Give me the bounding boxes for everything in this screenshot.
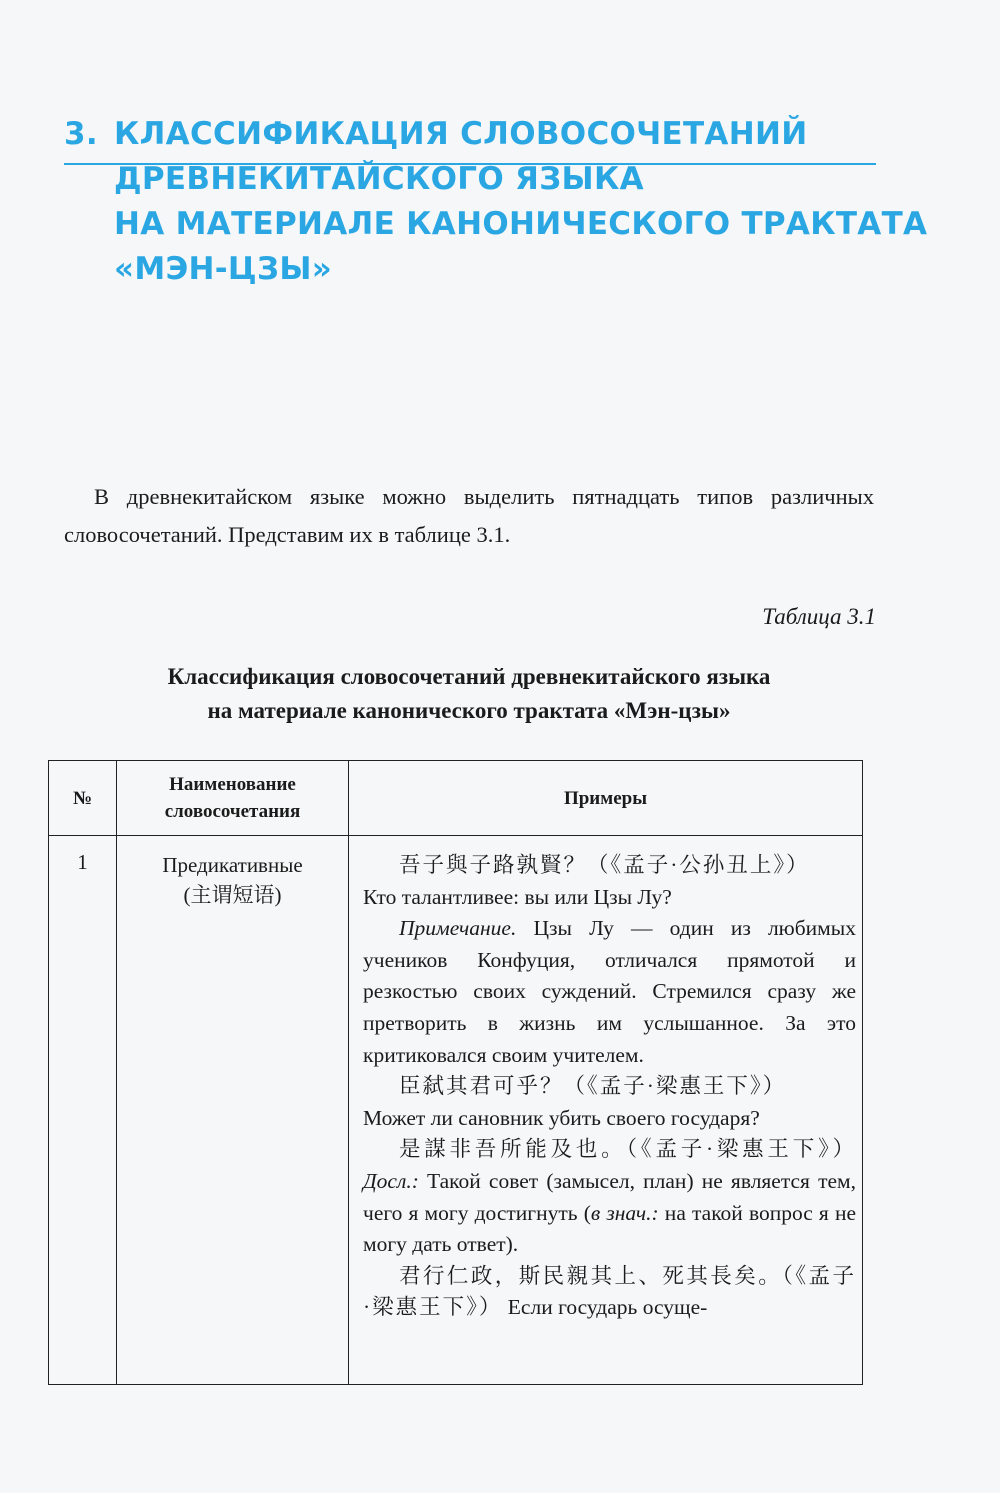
chapter-title-line: НА МАТЕРИАЛЕ КАНОНИЧЕСКОГО ТРАКТАТА xyxy=(114,206,928,242)
example-3 xyxy=(363,1134,856,1260)
row-name-ru: Предикативные xyxy=(162,853,303,877)
chapter-heading xyxy=(64,112,928,292)
chapter-number: 3. xyxy=(64,116,98,152)
example-note xyxy=(363,913,856,1071)
heading-underline xyxy=(64,163,876,165)
example-zh-text: 君行仁政，斯民親其上、死其長矣。（《孟子·梁惠王下》） xyxy=(363,1263,856,1320)
row-number: 1 xyxy=(49,836,117,1385)
header-name-line: Наименование xyxy=(169,774,296,795)
header-name xyxy=(117,761,349,836)
table-title-line: Классификация словосочетаний древнекитайского языка xyxy=(167,664,771,689)
literal-text: Такой совет (замысел, план) не является тем, чего я могу достигнуть ( xyxy=(363,1168,856,1225)
table-title-line: на материале канонического трактата «Мэн-цзы» xyxy=(207,698,731,723)
chapter-title-line: КЛАССИФИКАЦИЯ СЛОВОСОЧЕТАНИЙ xyxy=(114,116,808,152)
example-1-ru: Кто талантливее: вы или Цзы Лу? xyxy=(363,884,672,909)
table-label: Таблица 3.1 xyxy=(762,604,876,629)
row-name-zh: (主谓短语) xyxy=(183,883,282,907)
intro-text: В древнекитайском языке можно выделить пятнадцать типов различных словосочетаний. Представим их в таблице 3.1. xyxy=(64,484,874,547)
example-zh-text: 臣弑其君可乎？（《孟子·梁惠王下》） xyxy=(399,1074,787,1099)
meaning-label: в знач.: xyxy=(590,1200,659,1225)
intro-paragraph xyxy=(64,478,874,554)
table-title xyxy=(64,660,874,728)
row-name xyxy=(117,836,349,1385)
note-text: Цзы Лу — один из любимых учеников Конфуция, отличался прямотой и резкостью своих суждений. Стремился сразу же претворить в жизнь им услышанное. За это критиковался своим учителем. xyxy=(363,916,856,1067)
chapter-title-line: «МЭН-ЦЗЫ» xyxy=(114,251,333,287)
row-examples xyxy=(349,836,863,1385)
classification-table xyxy=(48,760,863,1385)
header-number: № xyxy=(49,761,117,836)
example-2-zh xyxy=(363,1071,856,1103)
example-4 xyxy=(363,1261,856,1324)
table-header-row xyxy=(49,761,863,836)
example-2-ru: Может ли сановник убить своего государя? xyxy=(363,1105,760,1130)
example-4-ru: Если государь осуще- xyxy=(502,1295,708,1320)
header-name-line: словосочетания xyxy=(164,801,301,822)
example-zh-text: 是謀非吾所能及也。（《孟子·梁惠王下》） xyxy=(399,1137,856,1162)
note-label: Примечание. xyxy=(399,916,517,941)
meaning-text: на такой вопрос я не могу дать ответ). xyxy=(363,1200,857,1257)
example-zh-text: 吾子與子路孰賢？（《孟子·公孙丑上》） xyxy=(399,853,810,877)
table-row xyxy=(49,836,863,1385)
chapter-heading-line-1 xyxy=(64,112,884,157)
example-1-zh xyxy=(363,850,856,882)
chapter-title-line: ДРЕВНЕКИТАЙСКОГО ЯЗЫКА xyxy=(114,161,644,197)
literal-label: Досл.: xyxy=(363,1168,419,1193)
header-examples: Примеры xyxy=(349,761,863,836)
